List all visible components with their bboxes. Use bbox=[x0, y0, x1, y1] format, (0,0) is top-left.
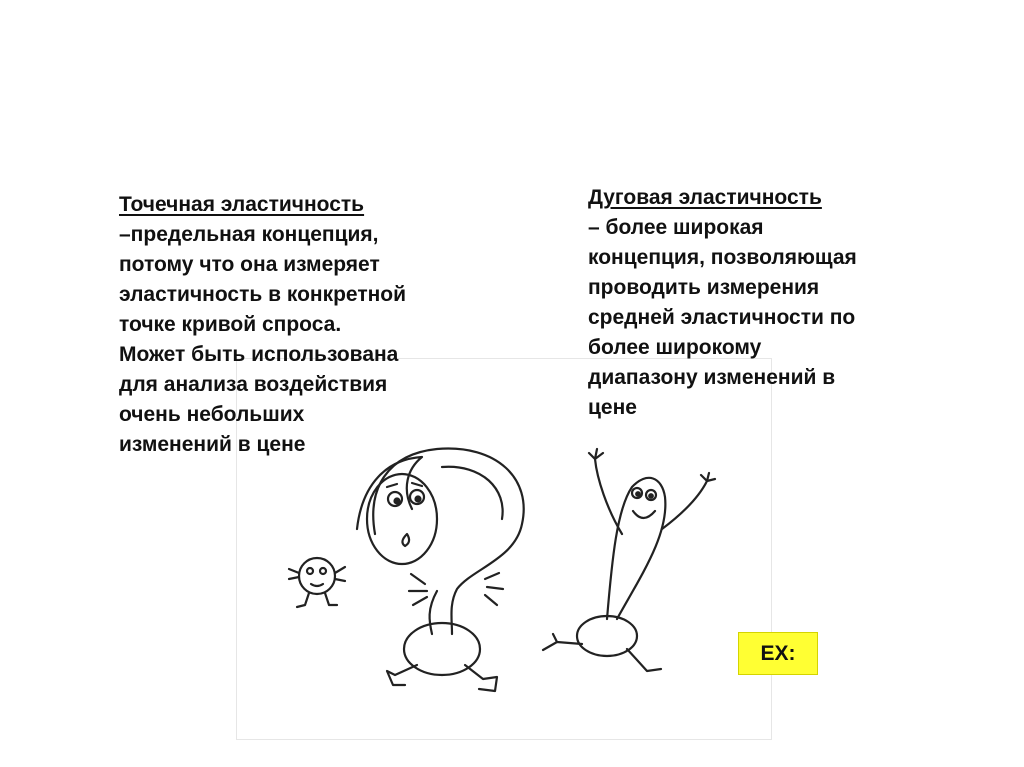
point-elasticity-text: –предельная концепция, потому что она измеряет эластичность в конкретной точке кривой спроса. Может быть использована для анализа воздействия очень небольших изменений в цене bbox=[119, 223, 407, 456]
arc-elasticity-heading: Дуговая эластичность bbox=[588, 186, 822, 209]
question-mark-character bbox=[357, 449, 524, 691]
tall-dancing-character bbox=[543, 449, 715, 671]
example-badge: EX: bbox=[738, 632, 818, 675]
point-elasticity-heading: Точечная эластичность bbox=[119, 193, 365, 216]
point-elasticity-block bbox=[119, 190, 499, 460]
arc-elasticity-text: – более широкая концепция, позволяющая проводить измерения средней эластичности по более широкому диапазону изменений в цене bbox=[588, 216, 857, 419]
arc-elasticity-block bbox=[588, 183, 968, 423]
small-ball-character bbox=[289, 558, 345, 607]
